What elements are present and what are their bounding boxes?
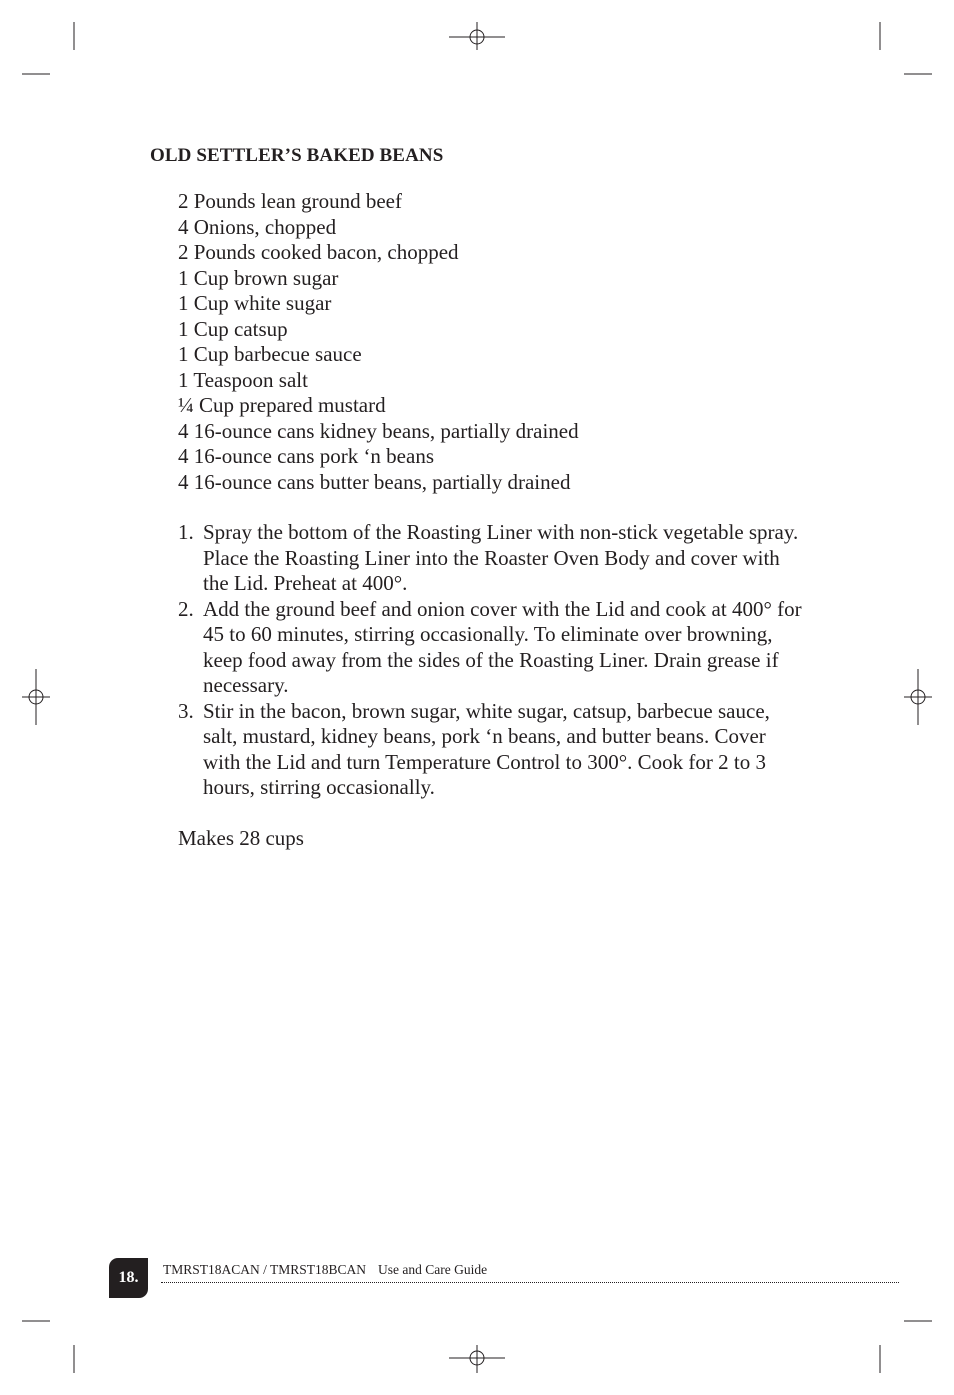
instruction-step — [178, 597, 808, 699]
ingredient-item: 4 16-ounce cans kidney beans, partially drained — [178, 418, 579, 443]
ingredient-item: 1 Cup brown sugar — [178, 265, 339, 290]
step-text: Add the ground beef and onion cover with the Lid and cook at 400° for 45 to 60 minutes, stirring occasionally. To eliminate over browning, keep food away from the sides of the Roasting Liner. Drain grease if necessary. — [203, 596, 802, 697]
footer-dotted-rule — [161, 1282, 899, 1283]
instruction-list — [178, 520, 808, 801]
page-number-badge: 18. — [109, 1258, 148, 1298]
step-text: Stir in the bacon, brown sugar, white sugar, catsup, barbecue sauce, salt, mustard, kidney beans, pork ‘n beans, and butter beans. Cover with the Lid and turn Temperature Control to 300°. Cook for 2 to 3 hours, stirring occasionally. — [203, 698, 770, 799]
page-footer — [109, 1258, 899, 1300]
ingredient-item: 4 16-ounce cans butter beans, partially drained — [178, 469, 571, 494]
footer-model: TMRST18ACAN / TMRST18BCAN — [163, 1262, 367, 1277]
recipe-yield: Makes 28 cups — [178, 826, 304, 850]
step-number: 3. — [178, 698, 194, 723]
registration-mark-top — [449, 22, 505, 50]
ingredient-item: 1 Teaspoon salt — [178, 367, 308, 392]
ingredient-item: ¼ Cup prepared mustard — [178, 393, 386, 417]
instruction-step — [178, 699, 808, 801]
footer-guide-title: Use and Care Guide — [378, 1262, 488, 1277]
ingredient-item: 2 Pounds cooked bacon, chopped — [178, 240, 459, 264]
step-text: Spray the bottom of the Roasting Liner with non-stick vegetable spray. Place the Roasting Liner into the Roaster Oven Body and cover with the Lid. Preheat at 400°. — [203, 520, 799, 595]
ingredient-item: 1 Cup white sugar — [178, 291, 332, 315]
ingredient-list — [178, 189, 579, 495]
step-number: 2. — [178, 596, 194, 621]
ingredient-item: 4 16-ounce cans pork ‘n beans — [178, 444, 434, 468]
registration-mark-bottom — [449, 1345, 505, 1373]
registration-mark-right — [904, 669, 932, 725]
ingredient-item: 2 Pounds lean ground beef — [178, 189, 402, 213]
recipe-title: OLD SETTLER’S BAKED BEANS — [150, 145, 444, 166]
instruction-step — [178, 520, 808, 597]
ingredient-item: 1 Cup barbecue sauce — [178, 342, 362, 366]
ingredient-item: 4 Onions, chopped — [178, 214, 337, 239]
ingredient-item: 1 Cup catsup — [178, 316, 288, 341]
registration-mark-left — [22, 669, 50, 725]
step-number: 1. — [178, 520, 194, 544]
footer-caption — [163, 1262, 487, 1278]
